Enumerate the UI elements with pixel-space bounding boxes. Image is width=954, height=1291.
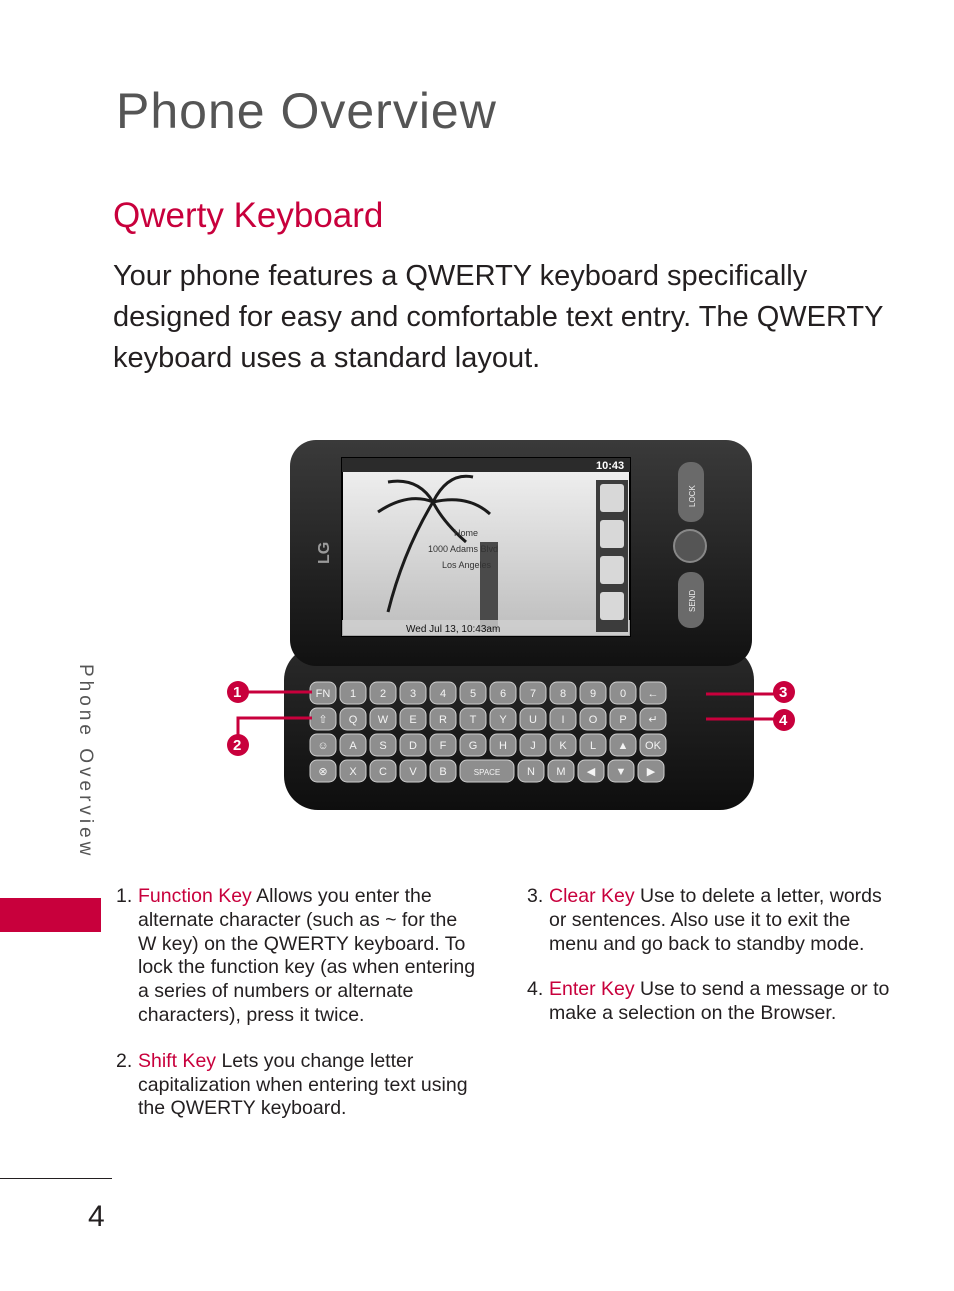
keyboard-key-label: L: [589, 740, 597, 752]
keyboard-key-label: A: [349, 740, 357, 752]
phone-call-icon: [600, 556, 624, 584]
keyboard-key-label: M: [556, 766, 566, 778]
keyboard-key-label: W: [377, 714, 389, 726]
keyboard-key-label: E: [409, 714, 417, 726]
clock-overlay: Wed Jul 13, 10:43am: [406, 624, 501, 635]
keyboard-key-label: ←: [647, 688, 659, 700]
phone-illustration: [228, 432, 786, 820]
list-item-shift-key: 2. Shift Key Lets you change letter capitalization when entering text using the QWERTY keyboard.: [116, 1049, 468, 1120]
keyboard-row-4: [310, 760, 664, 782]
keyboard-key-label: ◀: [586, 766, 596, 778]
term-clear-key: Clear Key: [549, 885, 635, 907]
keyboard-key-label: H: [499, 740, 507, 752]
svg-text:2: 2: [233, 737, 242, 754]
keyboard-key-label: G: [468, 740, 478, 752]
keyboard-key-label: 8: [559, 688, 567, 700]
keyboard-key-label: SPACE: [473, 768, 501, 777]
keyboard-key-label: OK: [645, 740, 661, 752]
mail-icon: [600, 592, 624, 620]
key-descriptions-left: [116, 885, 481, 1143]
svg-text:Los Angeles: Los Angeles: [442, 560, 492, 570]
keyboard-key-label: 3: [409, 688, 417, 700]
page-title: Phone Overview: [116, 83, 497, 139]
status-time: 10:43: [596, 460, 625, 472]
svg-text:1: 1: [233, 684, 242, 701]
svg-text:Home: Home: [454, 528, 479, 538]
svg-text:1000 Adams Blvd: 1000 Adams Blvd: [428, 544, 499, 554]
svg-text:3: 3: [779, 684, 788, 701]
keyboard-key-label: 9: [589, 688, 597, 700]
keyboard-key-label: D: [409, 740, 417, 752]
keyboard-key-label: ▲: [617, 740, 629, 752]
keyboard-key-label: 4: [439, 688, 447, 700]
keyboard-key-label: ⇧: [318, 714, 328, 726]
keyboard-key-label: V: [409, 766, 417, 778]
keyboard-key-label: X: [349, 766, 357, 778]
page-number: 4: [88, 1200, 105, 1233]
keyboard-key-label: ☺: [317, 740, 329, 752]
list-item-enter-key: 4. Enter Key Use to send a message or to make a selection on the Browser.: [527, 978, 890, 1025]
lg-logo: [316, 542, 333, 564]
svg-text:LOCK: LOCK: [688, 485, 697, 507]
keyboard-key-label: Q: [348, 714, 358, 726]
keyboard-key-label: ▼: [615, 766, 627, 778]
keyboard-key-label: 7: [529, 688, 537, 700]
keyboard-key-label: ⊗: [318, 766, 328, 778]
list-item-function-key: 1. Function Key Allows you enter the alternate character (such as ~ for the W key) on the QWERTY keyboard. To lock the function key (as when entering a series of numbers or alternate characters), press it twice.: [116, 885, 476, 1026]
keyboard-key-label: 0: [619, 688, 627, 700]
keyboard-key-label: S: [379, 740, 387, 752]
keyboard-key-label: 1: [349, 688, 357, 700]
widget-icon-1: [600, 484, 624, 512]
widget-icon-2: [600, 520, 624, 548]
keyboard-key-label: F: [439, 740, 447, 752]
side-tab-label: Phone Overview: [75, 664, 96, 860]
keyboard-key-label: 5: [469, 688, 477, 700]
keyboard-key-label: N: [527, 766, 535, 778]
keyboard-key-label: U: [529, 714, 537, 726]
keyboard-key-label: ▶: [646, 766, 656, 778]
keyboard-key-label: 2: [379, 688, 387, 700]
keyboard-key-label: I: [561, 714, 565, 726]
list-item-clear-key: 3. Clear Key Use to delete a letter, words or sentences. Also use it to exit the menu and go back to standby mode.: [527, 885, 882, 955]
footer-rule: [0, 1178, 112, 1179]
keyboard-key-label: R: [439, 714, 447, 726]
keyboard-key-label: ↵: [648, 714, 658, 726]
keyboard-key-label: O: [588, 714, 598, 726]
svg-text:SEND: SEND: [688, 589, 697, 612]
keyboard-key-label: Y: [499, 714, 507, 726]
keyboard-key-label: FN: [315, 688, 331, 700]
term-function-key: Function Key: [138, 885, 252, 907]
keyboard-key-label: K: [559, 740, 567, 752]
section-title: Qwerty Keyboard: [113, 196, 384, 235]
intro-paragraph: Your phone features a QWERTY keyboard specifically designed for easy and comfortable text entry. The QWERTY keyboard uses a standard layout.: [113, 260, 883, 374]
keyboard-key-label: C: [379, 766, 387, 778]
key-descriptions-right: [527, 885, 902, 1048]
keyboard-key-label: 6: [499, 688, 507, 700]
keyboard-key-label: T: [469, 714, 477, 726]
keyboard-key-label: J: [530, 740, 536, 752]
svg-text:LG: LG: [316, 541, 333, 564]
clear-circle-key: [674, 530, 706, 562]
term-shift-key: Shift Key: [138, 1049, 217, 1072]
keyboard-key-label: B: [439, 766, 447, 778]
term-enter-key: Enter Key: [549, 978, 635, 1001]
status-bar: [342, 458, 630, 472]
side-tab-marker: [0, 898, 101, 932]
keyboard-key-label: P: [619, 714, 627, 726]
svg-text:4: 4: [779, 712, 788, 729]
